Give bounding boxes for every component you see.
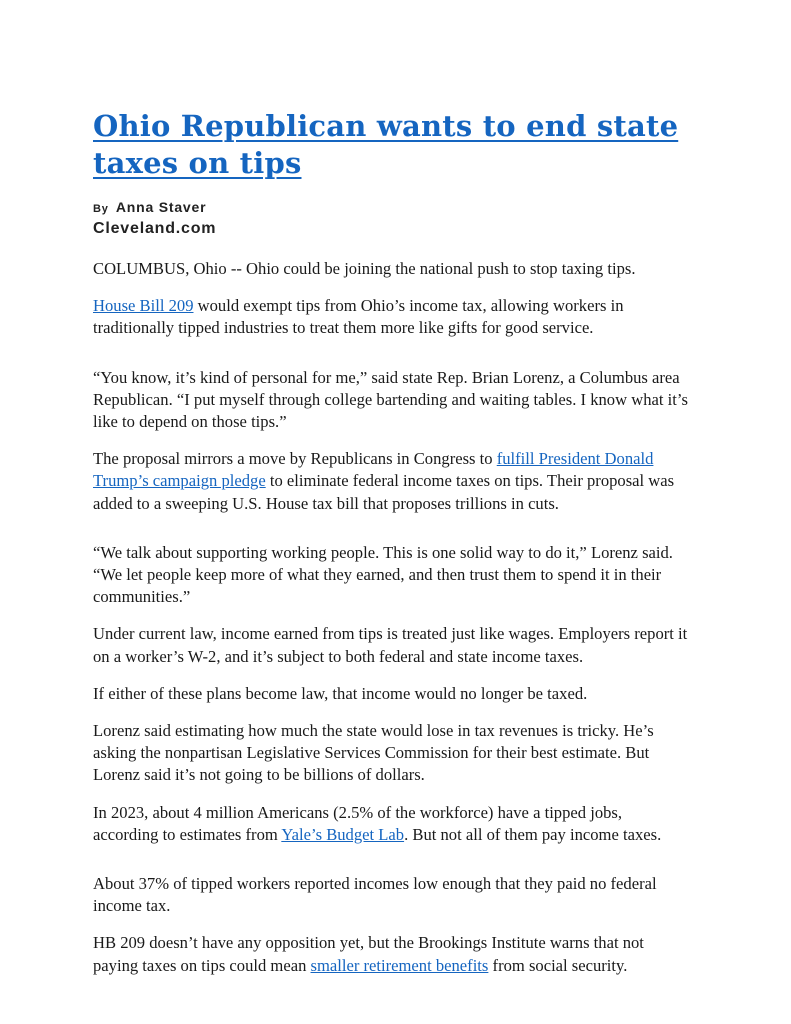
paragraph-3: “You know, it’s kind of personal for me,” said state Rep. Brian Lorenz, a Columbus area Republican. “I put myself through college bartending and waiting tables. I know what it’s like to depend on those tips.”: [93, 367, 688, 432]
paragraph-8: Lorenz said estimating how much the state would lose in tax revenues is tricky. He’s asking the nonpartisan Legislative Services Commission for their best estimate. But Lorenz said it’s not going to be billions of dollars.: [93, 721, 654, 785]
yale-budget-lab-link[interactable]: Yale’s Budget Lab: [281, 824, 405, 844]
paragraph-5: “We talk about supporting working people. This is one solid way to do it,” Lorenz said. “We let people keep more of what they earned, and then trust them to spend it in their communities.”: [93, 542, 673, 607]
paragraph-4-text-before: The proposal mirrors a move by Republicans in Congress to: [93, 449, 497, 469]
outlet-name: Cleveland.com: [93, 220, 217, 237]
paragraph-11: [93, 932, 691, 976]
paragraph-9-text-before: In 2023, about 4 million Americans (2.5% of the workforce) have a tipped jobs, according to estimates from: [93, 802, 623, 844]
paragraph-6: Under current law, income earned from tips is treated just like wages. Employers report it on a worker’s W-2, and it’s subject to both federal and state income taxes.: [93, 624, 688, 666]
article-title: Ohio Republican wants to end state taxes on tips: [93, 109, 679, 180]
author-name: Anna Staver: [115, 199, 207, 215]
house-bill-209-link[interactable]: House Bill 209: [93, 296, 194, 316]
byline: [93, 198, 691, 238]
paragraph-2: [93, 295, 691, 339]
paragraph-11-text-after: from social security.: [488, 955, 628, 975]
paragraph-4-text-after: to eliminate federal income taxes on tips. Their proposal was added to a sweeping U.S. House tax bill that proposes trillions in cuts.: [93, 471, 675, 513]
paragraph-11-text-before: HB 209 doesn’t have any opposition yet, but the Brookings Institute warns that not paying taxes on tips could mean: [93, 933, 644, 975]
byline-prefix: By: [93, 203, 109, 215]
paragraph-9-text-after: . But not all of them pay income taxes.: [404, 824, 662, 844]
article-body: [93, 258, 691, 977]
retirement-benefits-link[interactable]: smaller retirement benefits: [310, 955, 489, 975]
paragraph-2-text: would exempt tips from Ohio’s income tax, allowing workers in traditionally tipped industries to treat them more like gifts for good service.: [93, 296, 624, 338]
paragraph-4: [93, 448, 691, 515]
campaign-pledge-link[interactable]: fulfill President Donald Trump’s campaign pledge: [93, 449, 654, 491]
paragraph-7: If either of these plans become law, that income would no longer be taxed.: [93, 683, 588, 703]
paragraph-9: [93, 802, 691, 846]
paragraph-10: About 37% of tipped workers reported incomes low enough that they paid no federal income tax.: [93, 874, 657, 916]
paragraph-1: COLUMBUS, Ohio -- Ohio could be joining the national push to stop taxing tips.: [93, 259, 636, 278]
